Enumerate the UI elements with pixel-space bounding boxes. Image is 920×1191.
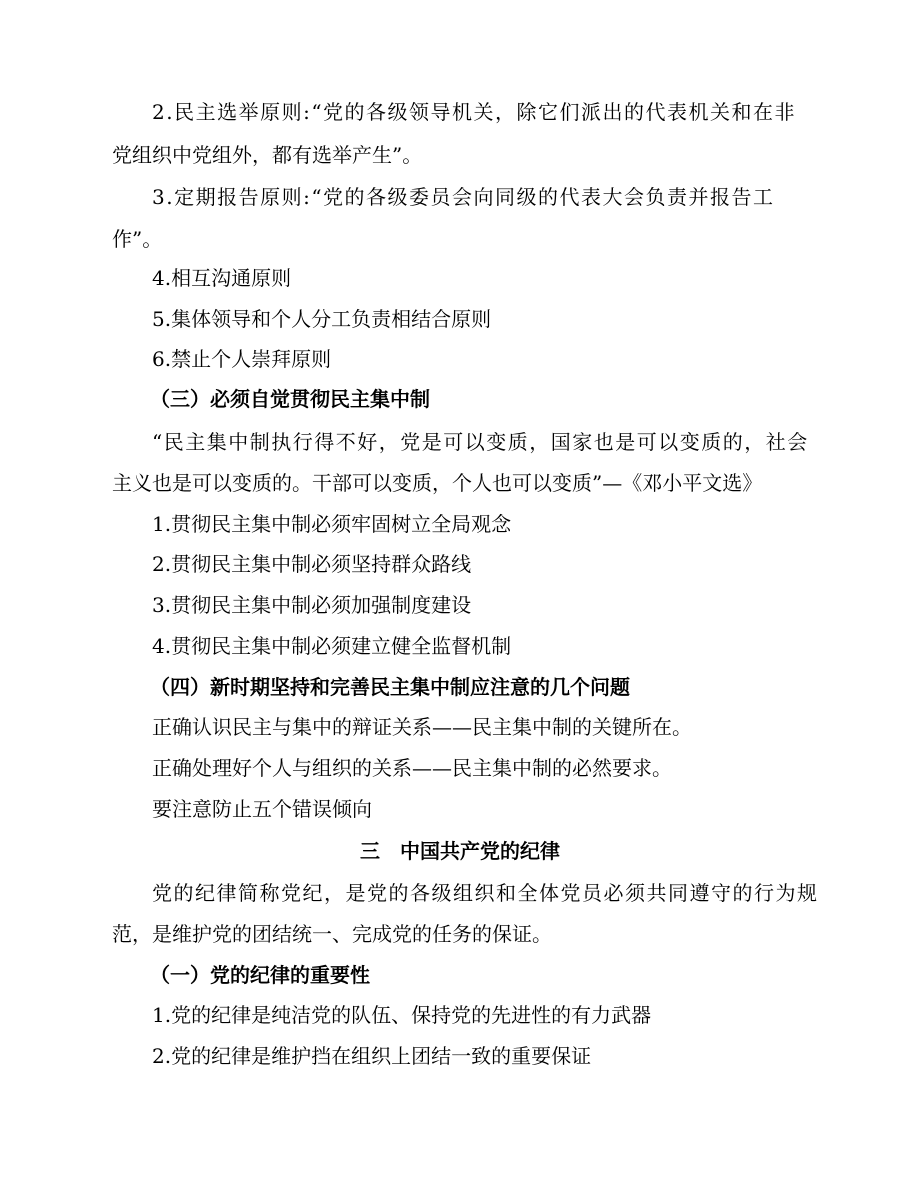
definition-line-1: 党的纪律简称党纪，是党的各级组织和全体党员必须共同遵守的行为规 <box>152 881 819 905</box>
statement-2: 正确处理好个人与组织的关系——民主集中制的必然要求。 <box>152 756 672 780</box>
guideline-3: 3.贯彻民主集中制必须加强制度建设 <box>152 593 472 617</box>
statement-3: 要注意防止五个错误倾向 <box>152 797 372 821</box>
section-heading-1: （一）党的纪律的重要性 <box>150 963 370 987</box>
principle-2-line-1: 2.民主选举原则:“党的各级领导机关，除它们派出的代表机关和在非 <box>152 100 797 124</box>
quote-line-1: “民主集中制执行得不好，党是可以变质，国家也是可以变质的，社会 <box>152 430 809 454</box>
guideline-4: 4.贯彻民主集中制必须建立健全监督机制 <box>152 634 512 658</box>
principle-4: 4.相互沟通原则 <box>152 266 292 290</box>
guideline-1: 1.贯彻民主集中制必须牢固树立全局观念 <box>152 512 512 536</box>
definition-line-2: 范，是维护党的团结统一、完成党的任务的保证。 <box>112 922 552 946</box>
principle-3-line-1: 3.定期报告原则:“党的各级委员会向同级的代表大会负责并报告工 <box>152 185 775 209</box>
principle-5: 5.集体领导和个人分工负责相结合原则 <box>152 307 492 331</box>
section-heading-3: （三）必须自觉贯彻民主集中制 <box>150 387 430 411</box>
principle-3-line-2: 作”。 <box>112 227 163 251</box>
statement-1: 正确认识民主与集中的辩证关系——民主集中制的关键所在。 <box>152 715 692 739</box>
discipline-item-1: 1.党的纪律是纯洁党的队伍、保持党的先进性的有力武器 <box>152 1003 652 1027</box>
chapter-title: 三 中国共产党的纪律 <box>360 839 560 863</box>
quote-line-2: 主义也是可以变质的。干部可以变质，个人也可以变质”—《邓小平文选》 <box>112 471 763 495</box>
principle-6: 6.禁止个人崇拜原则 <box>152 347 332 371</box>
guideline-2: 2.贯彻民主集中制必须坚持群众路线 <box>152 552 472 576</box>
principle-2-line-2: 党组织中党组外，都有选举产生”。 <box>112 143 423 167</box>
discipline-item-2: 2.党的纪律是维护挡在组织上团结一致的重要保证 <box>152 1044 592 1068</box>
section-heading-4: （四）新时期坚持和完善民主集中制应注意的几个问题 <box>150 675 630 699</box>
